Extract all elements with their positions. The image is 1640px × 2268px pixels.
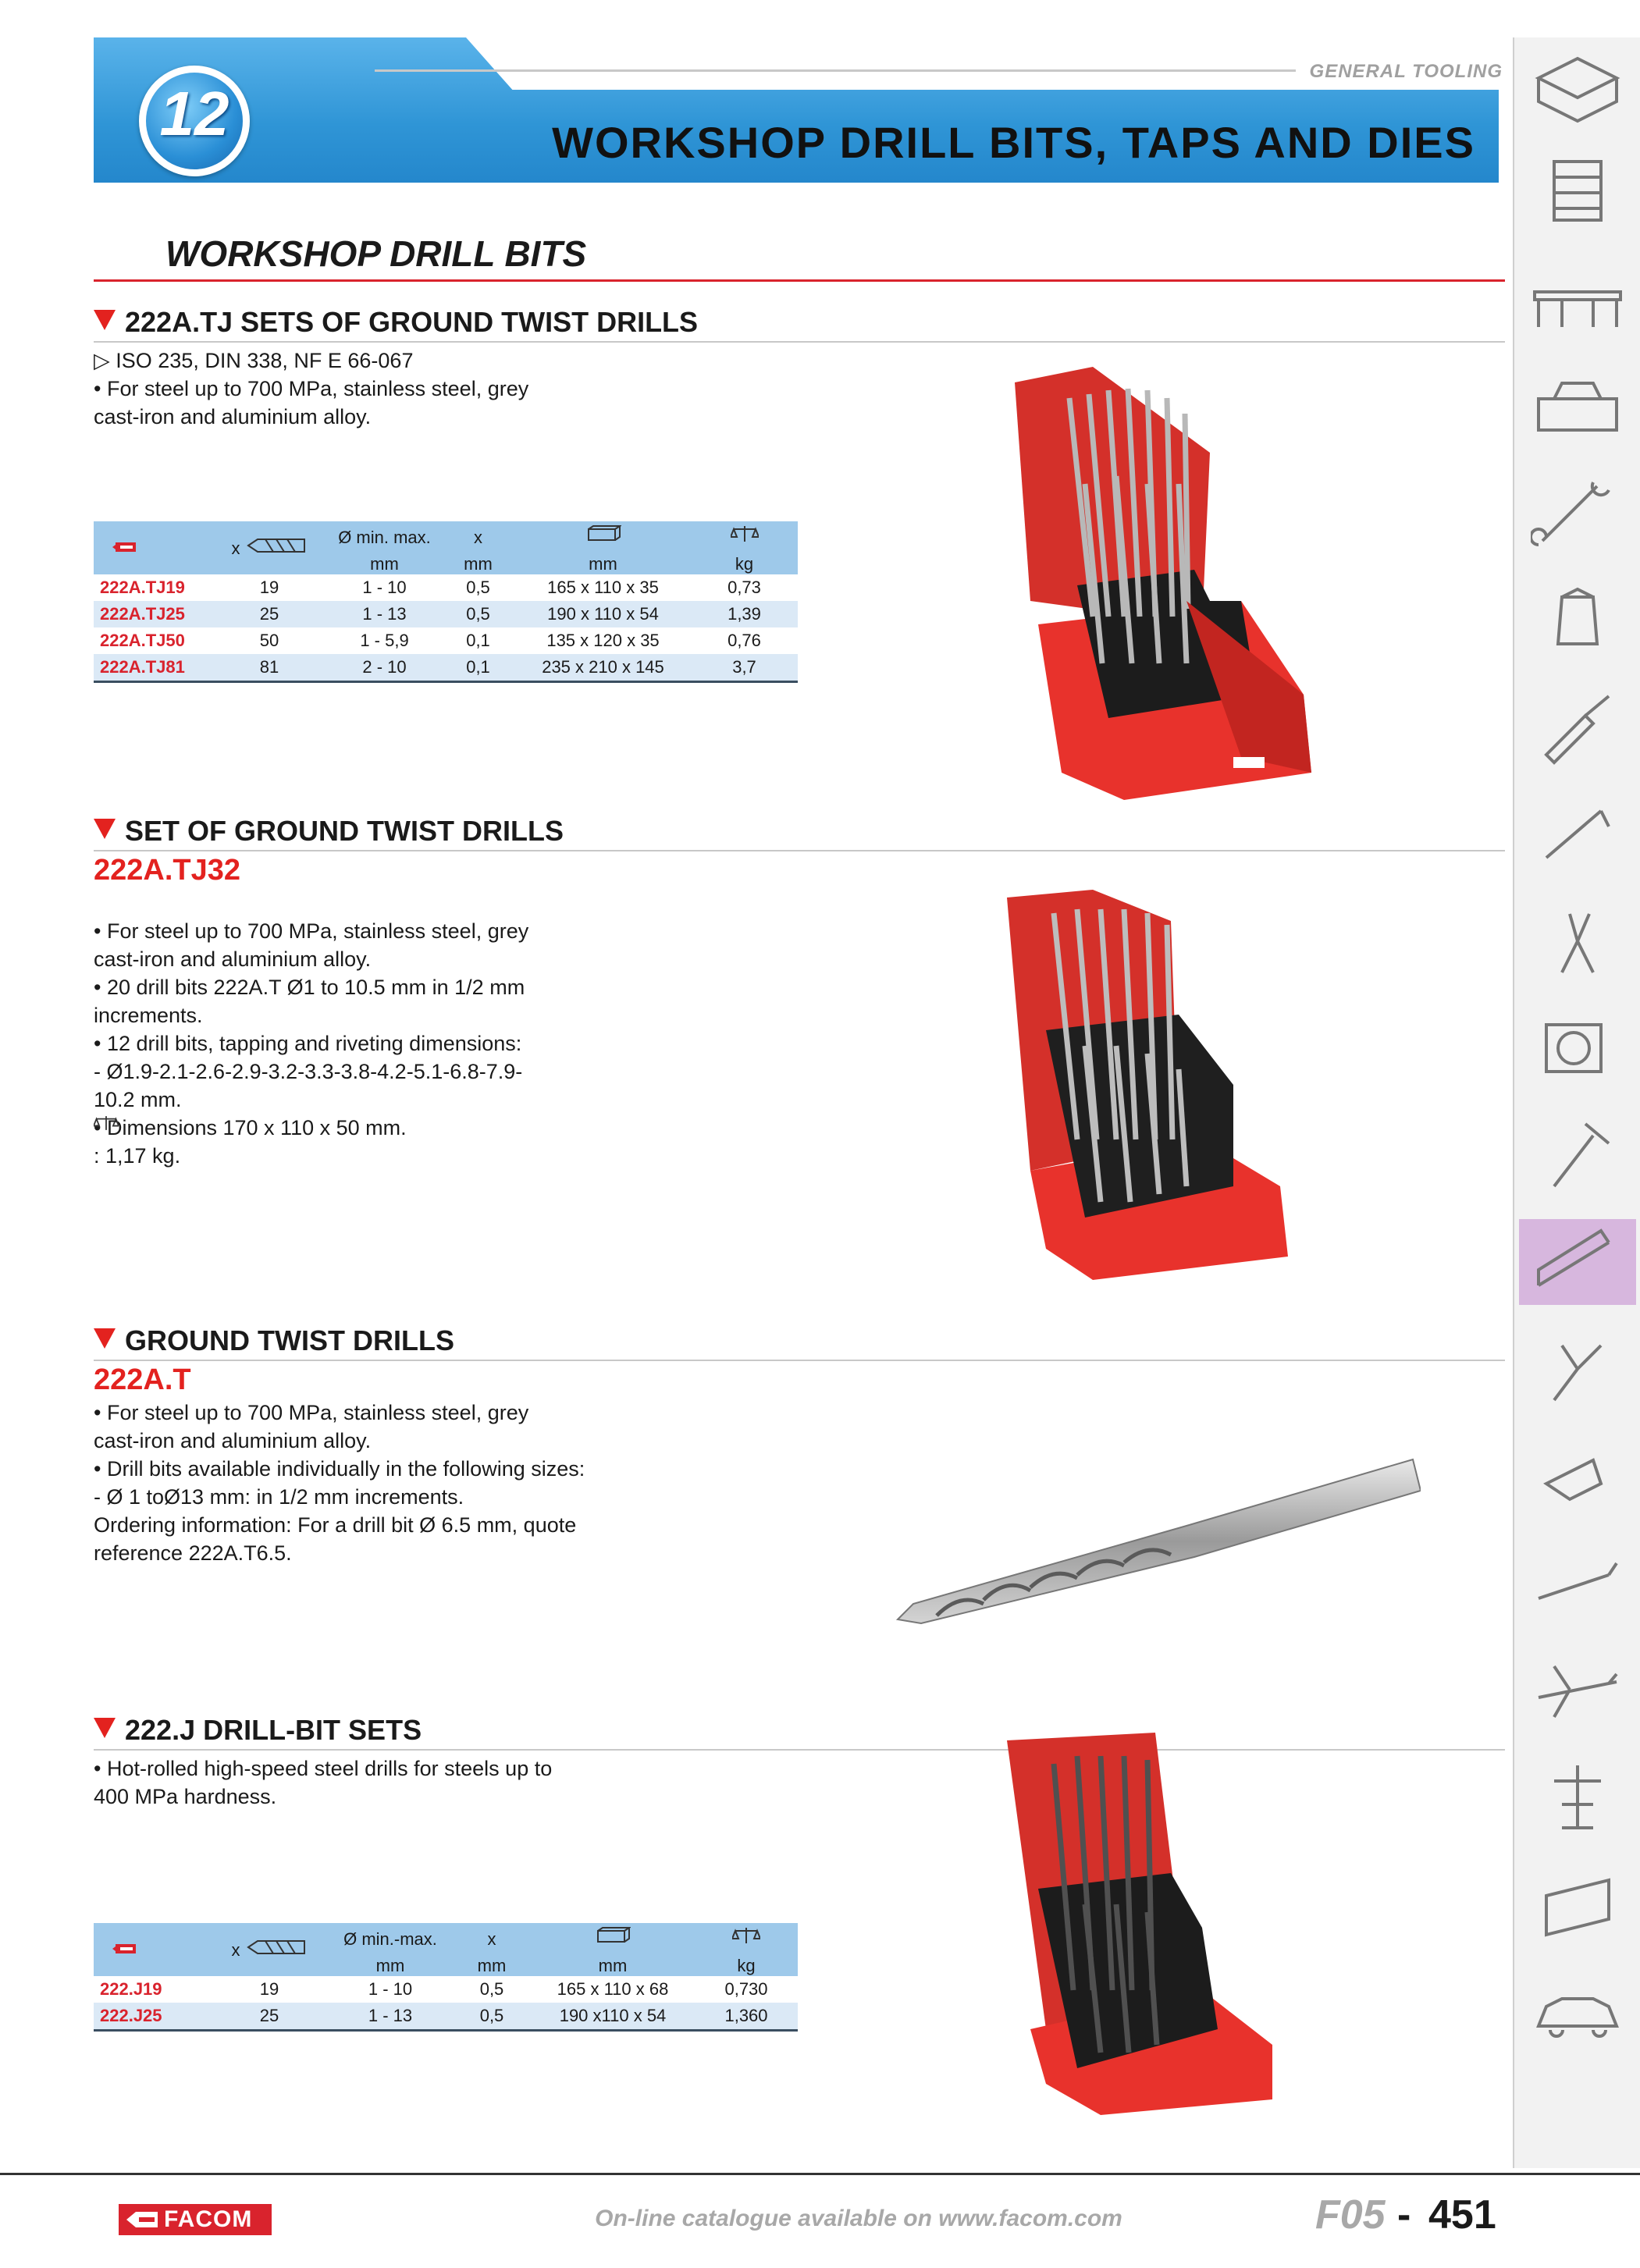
weight-header — [695, 1923, 798, 1950]
sidebar-item-tool-trolley[interactable] — [1519, 150, 1636, 236]
table-row: 222A.TJ19 19 1 - 10 0,5 165 x 110 x 35 0,73 — [100, 578, 761, 597]
sidebar-item-work-bench[interactable] — [1519, 257, 1636, 343]
sidebar-item-socket[interactable] — [1519, 578, 1636, 663]
triangle-bullet-icon — [94, 1718, 116, 1738]
car-icon — [1531, 1971, 1624, 2049]
weight-icon — [94, 1114, 119, 1132]
drill-set-case-image — [999, 1733, 1296, 2115]
hacksaw-icon — [1531, 1223, 1624, 1301]
diameter-header: Ø min.-max. — [328, 1923, 453, 1950]
tool-trolley-icon — [1531, 154, 1624, 232]
hammer-icon — [1531, 1116, 1624, 1194]
workbench-icon — [1531, 47, 1624, 125]
drill-bit-icon — [245, 1939, 308, 1956]
block-heading: SET OF GROUND TWIST DRILLS — [94, 815, 564, 848]
sidebar-item-wrench[interactable] — [1519, 471, 1636, 556]
box-dimensions-icon — [595, 1926, 631, 1945]
drill-set-case-image — [1007, 367, 1335, 804]
block-heading: 222.J DRILL-BIT SETS — [94, 1714, 422, 1747]
sidebar-item-hacksaw[interactable] — [1519, 1219, 1636, 1305]
sidebar-item-puller[interactable] — [1519, 1326, 1636, 1412]
footer-note: On-line catalogue available on www.facom.com — [595, 2206, 1122, 2231]
sidebar-item-hex-key[interactable] — [1519, 791, 1636, 877]
puller-icon — [1531, 1330, 1624, 1408]
heading-rule — [94, 341, 1505, 343]
weight-header — [691, 521, 798, 548]
pipe-wrench-icon — [1531, 1544, 1624, 1622]
table-row: 222A.TJ81 81 2 - 10 0,1 235 x 210 x 145 3,7 — [94, 654, 798, 682]
sidebar-item-screwdriver[interactable] — [1519, 684, 1636, 770]
heading-rule — [94, 1360, 1505, 1361]
page-code: F05 — [1315, 2192, 1386, 2238]
block-description: • Hot-rolled high-speed steel drills for steels up to 400 MPa hardness. — [94, 1757, 553, 1808]
heading-rule — [94, 850, 1505, 851]
footer-rule — [0, 2173, 1640, 2175]
spec-table: x Ø min. max. x mm mm mm kg 222A.TJ19 19 1 - 10 0,5 165 x 110 x 35 0,73 222A.TJ25 25 1 - 13 0,5 190 x 110 x 54 1,39 222A.TJ50 50 1 - 5,9 0,1 135 x 120 x 35 0,76 222A.TJ81 81 2 - 10 0,1 235 x 210 x 145 3,7 — [94, 521, 798, 683]
socket-icon — [1531, 581, 1624, 659]
sidebar-item-pliers[interactable] — [1519, 898, 1636, 984]
work-bench-icon — [1531, 261, 1624, 339]
pliers-icon — [1531, 902, 1624, 980]
header-rule — [375, 69, 1296, 72]
section-rule — [94, 279, 1505, 282]
block-description: • For steel up to 700 MPa, stainless steel, grey cast-iron and aluminium alloy. • Drill bits available individually in the following sizes: - Ø 1 toØ13 mm: in 1/2 mm increments. Ordering information: For a drill bit Ø 6.5 mm, quote reference 222A.T6.5. — [94, 1401, 585, 1565]
screwdriver-icon — [1531, 688, 1624, 766]
sidebar-item-workbench[interactable] — [1519, 43, 1636, 129]
box-dimensions-icon — [585, 524, 621, 543]
toolbox-icon — [1531, 368, 1624, 446]
table-row: 222A.TJ50 50 1 - 5,9 0,1 135 x 120 x 35 0,76 — [100, 631, 761, 650]
tape-measure-icon — [1531, 1009, 1624, 1087]
quantity-header: x — [211, 1923, 328, 1976]
block-description: ▷ ISO 235, DIN 338, NF E 66-067 • For steel up to 700 MPa, stainless steel, grey cast-iron and aluminium alloy. — [94, 349, 529, 428]
step-header: x — [441, 521, 515, 548]
category-sidebar — [1513, 37, 1640, 2168]
table-row: 222.J19 19 1 - 10 0,5 165 x 110 x 68 0,730 — [100, 1979, 768, 1999]
table-row: 222A.TJ25 25 1 - 13 0,5 190 x 110 x 54 1,39 — [94, 601, 798, 627]
product-reference: 222A.TJ32 — [94, 854, 241, 887]
wrench-icon — [1531, 475, 1624, 553]
twist-drill-image — [890, 1444, 1421, 1631]
page-separator: - — [1397, 2192, 1411, 2238]
aircraft-icon — [1531, 1651, 1624, 1729]
pylon-icon — [1531, 1758, 1624, 1836]
spec-table: x Ø min.-max. x mm mm mm kg 222.J19 19 1 - 10 0,5 165 x 110 x 68 0,730 222.J25 25 1 - 13 0,5 190 x110 x 54 1,360 — [94, 1923, 798, 2032]
impact-wrench-icon — [1531, 1437, 1624, 1515]
sidebar-item-hammer[interactable] — [1519, 1112, 1636, 1198]
drill-set-case-image — [999, 890, 1311, 1280]
page-number: 451 — [1428, 2192, 1496, 2238]
sidebar-item-aircraft[interactable] — [1519, 1647, 1636, 1733]
chapter-number: 12 — [159, 79, 229, 148]
sidebar-item-electronics[interactable] — [1519, 1861, 1636, 1946]
sidebar-item-tape-measure[interactable] — [1519, 1005, 1636, 1091]
category-label: GENERAL TOOLING — [1309, 61, 1503, 82]
quantity-header: x — [211, 521, 328, 574]
product-reference: 222A.T — [94, 1363, 191, 1396]
weight-icon — [732, 1926, 760, 1945]
dimensions-header — [531, 1923, 695, 1950]
step-header: x — [453, 1923, 531, 1950]
block-heading: GROUND TWIST DRILLS — [94, 1324, 454, 1357]
triangle-bullet-icon — [94, 310, 116, 330]
facom-logo: FACOM — [119, 2204, 272, 2235]
sidebar-item-pipe-wrench[interactable] — [1519, 1540, 1636, 1626]
diameter-header: Ø min. max. — [328, 521, 441, 548]
dimensions-header — [515, 521, 691, 548]
table-row: 222.J25 25 1 - 13 0,5 190 x110 x 54 1,360 — [94, 2003, 798, 2031]
sidebar-item-pylon[interactable] — [1519, 1754, 1636, 1840]
hex-key-icon — [1531, 795, 1624, 873]
block-description: • For steel up to 700 MPa, stainless steel, grey cast-iron and aluminium alloy. • 20 drill bits 222A.T Ø1 to 10.5 mm in 1/2 mm increments. • 12 drill bits, tapping and riveting dimensions: - Ø1.9-2.1-2.6-2.9-3.2-3.3-3.8-4.2-5.1-6.8-7.9- 10.2 mm. • Dimensions 170 x 110 x 50 mm. : 1,17 kg. — [94, 919, 529, 1168]
electronics-icon — [1531, 1865, 1624, 1943]
triangle-bullet-icon — [94, 1328, 116, 1349]
triangle-bullet-icon — [94, 819, 116, 839]
sidebar-item-car[interactable] — [1519, 1968, 1636, 2053]
weight-icon — [731, 524, 759, 543]
sidebar-item-toolbox[interactable] — [1519, 364, 1636, 450]
page-title: WORKSHOP DRILL BITS, TAPS AND DIES — [552, 118, 1475, 167]
drill-bit-icon — [245, 537, 308, 554]
section-title: WORKSHOP DRILL BITS — [165, 233, 587, 274]
sidebar-item-impact-wrench[interactable] — [1519, 1433, 1636, 1519]
block-heading: 222A.TJ SETS OF GROUND TWIST DRILLS — [94, 306, 698, 339]
reference-icon — [94, 1923, 211, 1976]
reference-icon — [94, 521, 211, 574]
